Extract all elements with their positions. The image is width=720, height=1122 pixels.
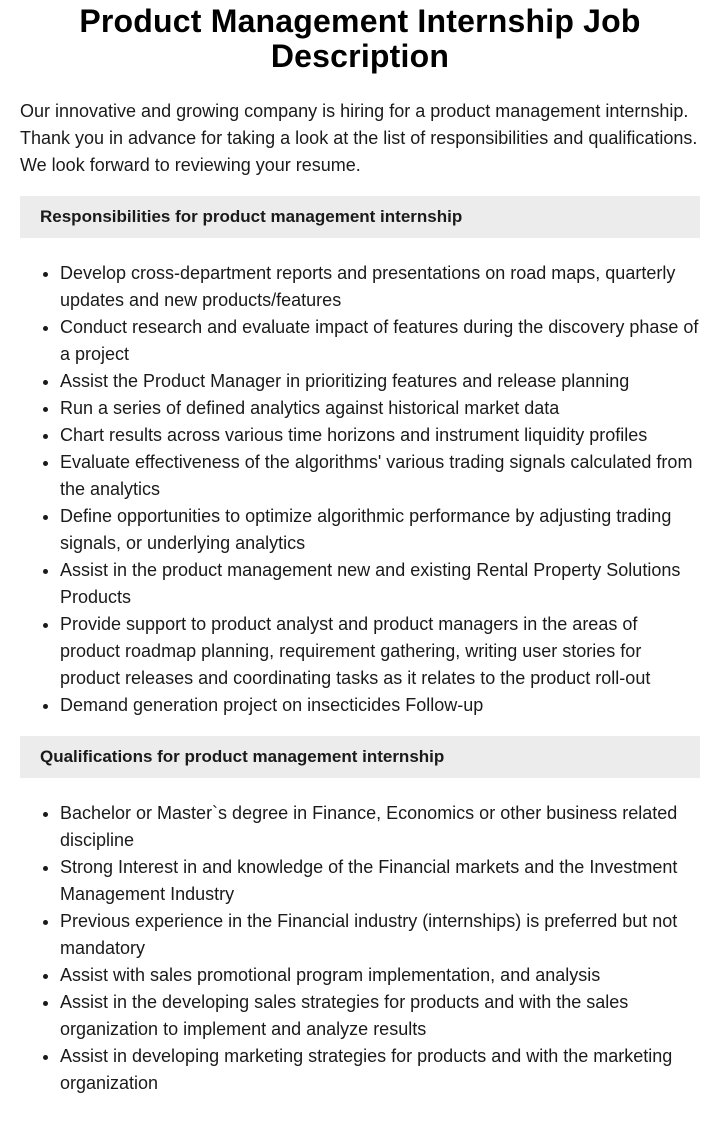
intro-paragraph: Our innovative and growing company is hiring for a product management internship. Thank you in advance for taking a look at the list of responsibilities and qualifications. We look forward to reviewing your resume.: [20, 101, 698, 175]
list-item: • Run a series of defined analytics against historical market data: [60, 395, 700, 422]
job-description-page: [0, 4, 720, 1097]
list-item: • Previous experience in the Financial industry (internships) is preferred but not mandatory: [60, 908, 700, 962]
responsibilities-heading: [20, 196, 700, 238]
qualifications-heading: [20, 736, 700, 778]
list-item: • Assist in developing marketing strategies for products and with the marketing organization: [60, 1043, 700, 1097]
list-item: • Chart results across various time horizons and instrument liquidity profiles: [60, 422, 700, 449]
list-item: • Bachelor or Master`s degree in Finance, Economics or other business related discipline: [60, 800, 700, 854]
responsibilities-heading-label: Responsibilities for product management internship: [40, 207, 463, 226]
list-item: • Assist with sales promotional program implementation, and analysis: [60, 962, 700, 989]
list-item: • Develop cross-department reports and presentations on road maps, quarterly updates and new products/features: [60, 260, 700, 314]
qualifications-heading-label: Qualifications for product management internship: [40, 747, 445, 766]
list-item: • Assist in the product management new and existing Rental Property Solutions Products: [60, 557, 700, 611]
list-item: • Provide support to product analyst and product managers in the areas of product roadmap planning, requirement gathering, writing user stories for product releases and coordinating tasks as it relates to the product roll-out: [60, 611, 700, 692]
page-title: Product Management Internship Job Description: [79, 3, 641, 74]
list-item: • Evaluate effectiveness of the algorithms' various trading signals calculated from the analytics: [60, 449, 700, 503]
list-item: • Strong Interest in and knowledge of the Financial markets and the Investment Management Industry: [60, 854, 700, 908]
responsibilities-list: [20, 260, 700, 719]
list-item: • Conduct research and evaluate impact of features during the discovery phase of a project: [60, 314, 700, 368]
list-item: • Demand generation project on insecticides Follow-up: [60, 692, 700, 719]
list-item: • Assist in the developing sales strategies for products and with the sales organization to implement and analyze results: [60, 989, 700, 1043]
list-item: • Assist the Product Manager in prioritizing features and release planning: [60, 368, 700, 395]
qualifications-list: [20, 800, 700, 1097]
list-item: • Define opportunities to optimize algorithmic performance by adjusting trading signals, or underlying analytics: [60, 503, 700, 557]
